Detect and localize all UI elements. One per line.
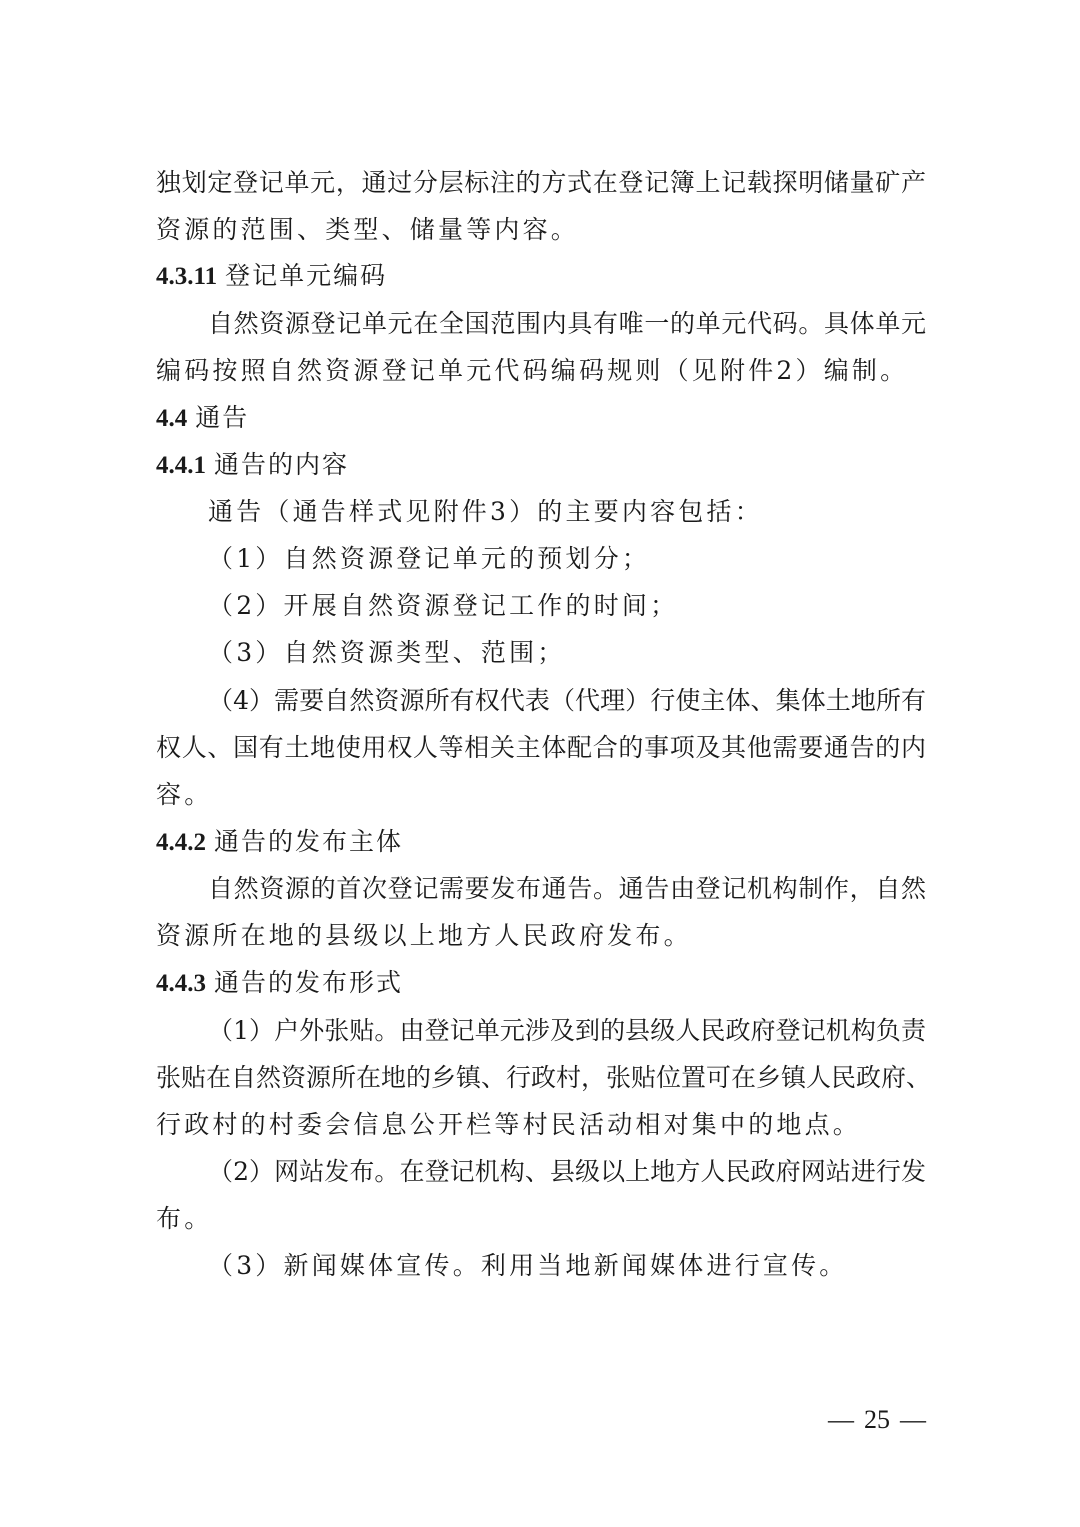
text-line: 独划定登记单元，通过分层标注的方式在登记簿上记载探明储量矿产 — [156, 168, 926, 197]
section-number: 4.4.2 — [156, 829, 206, 856]
page-number-dash-right: — — [900, 1405, 926, 1434]
section-title: 通告的发布形式 — [214, 968, 404, 997]
section-title: 通告 — [195, 403, 250, 432]
section-number: 4.3.11 — [156, 263, 218, 290]
section-heading — [156, 403, 926, 434]
text-line: 编码按照自然资源登记单元代码编码规则（见附件2）编制。 — [156, 356, 909, 385]
section-heading — [156, 968, 926, 999]
text-line: 权人、国有土地使用权人等相关主体配合的事项及其他需要通告的内 — [156, 733, 926, 762]
list-item: （3）新闻媒体宣传。利用当地新闻媒体进行宣传。 — [208, 1251, 848, 1280]
list-item: （1）户外张贴。由登记单元涉及到的县级人民政府登记机构负责 — [208, 1016, 926, 1045]
page-number — [828, 1405, 926, 1435]
text-line: 行政村的村委会信息公开栏等村民活动相对集中的地点。 — [156, 1110, 862, 1139]
list-item: （3）自然资源类型、范围； — [208, 638, 566, 667]
text-line: 通告（通告样式见附件3）的主要内容包括： — [208, 497, 763, 526]
document-page — [156, 0, 932, 1527]
section-title: 通告的内容 — [214, 450, 350, 479]
text-line: 张贴在自然资源所在地的乡镇、行政村，张贴位置可在乡镇人民政府、 — [156, 1063, 932, 1092]
section-number: 4.4 — [156, 405, 188, 432]
list-item: （1）自然资源登记单元的预划分； — [208, 544, 651, 573]
section-title: 通告的发布主体 — [214, 827, 404, 856]
section-title: 登记单元编码 — [225, 261, 388, 290]
list-item: （4）需要自然资源所有权代表（代理）行使主体、集体土地所有 — [208, 686, 926, 715]
text-line: 容。 — [156, 780, 213, 809]
text-line: 资源的范围、类型、储量等内容。 — [156, 215, 580, 244]
section-heading — [156, 261, 926, 292]
page-number-value: 25 — [864, 1405, 890, 1434]
section-heading — [156, 450, 926, 481]
list-item: （2）网站发布。在登记机构、县级以上地方人民政府网站进行发 — [208, 1157, 926, 1186]
text-line: 布。 — [156, 1204, 213, 1233]
page-number-dash-left: — — [828, 1405, 854, 1434]
section-number: 4.4.1 — [156, 452, 206, 479]
text-line: 资源所在地的县级以上地方人民政府发布。 — [156, 921, 692, 950]
text-line: 自然资源登记单元在全国范围内具有唯一的单元代码。具体单元 — [208, 309, 926, 338]
list-item: （2）开展自然资源登记工作的时间； — [208, 591, 679, 620]
section-heading — [156, 827, 926, 858]
text-line: 自然资源的首次登记需要发布通告。通告由登记机构制作，自然 — [208, 874, 926, 903]
section-number: 4.4.3 — [156, 970, 206, 997]
